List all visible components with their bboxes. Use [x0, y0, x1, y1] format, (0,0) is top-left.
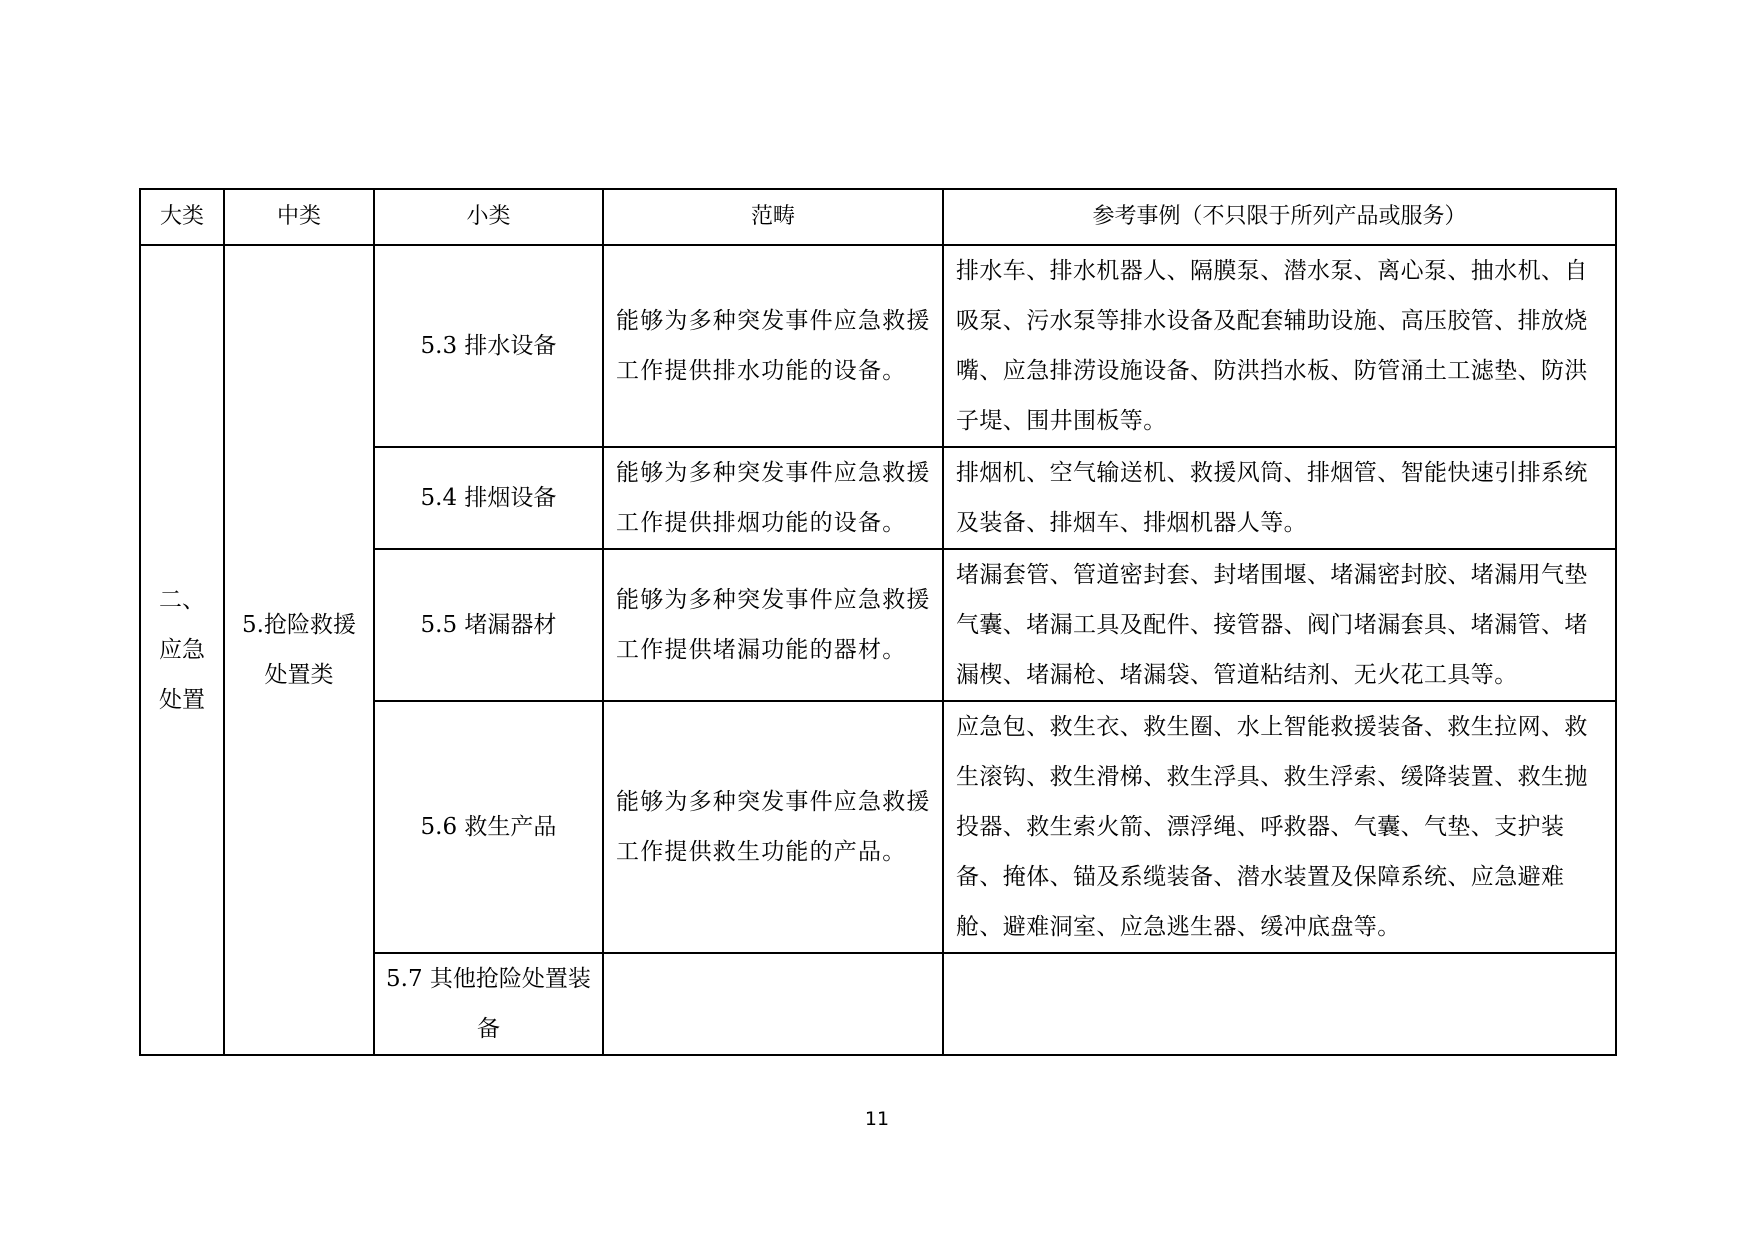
- dalei-cell: [140, 245, 224, 1055]
- dalei-line: 应急: [159, 637, 205, 663]
- xiaolei-cell: 5.5 堵漏器材: [374, 549, 603, 701]
- xiaolei-cell: 5.6 救生产品: [374, 701, 603, 953]
- dalei-line: 处置: [159, 687, 205, 713]
- classification-table: [139, 188, 1617, 1056]
- header-examples: 参考事例（不只限于所列产品或服务）: [943, 189, 1616, 245]
- dalei-line: 二、: [159, 587, 205, 613]
- fanchou-cell: 能够为多种突发事件应急救援工作提供排烟功能的设备。: [603, 447, 943, 549]
- table-header-row: [140, 189, 1616, 245]
- examples-cell: 排水车、排水机器人、隔膜泵、潜水泵、离心泵、抽水机、自吸泵、污水泵等排水设备及配套辅助设施、高压胶管、排放烧嘴、应急排涝设施设备、防洪挡水板、防管涌土工滤垫、防洪子堤、围井围板等。: [943, 245, 1616, 447]
- examples-cell: 排烟机、空气输送机、救援风筒、排烟管、智能快速引排系统及装备、排烟车、排烟机器人等。: [943, 447, 1616, 549]
- header-fanchou: 范畴: [603, 189, 943, 245]
- header-dalei: 大类: [140, 189, 224, 245]
- zhonglei-line: 5.抢险救援: [242, 612, 356, 638]
- xiaolei-cell: 5.3 排水设备: [374, 245, 603, 447]
- fanchou-cell: 能够为多种突发事件应急救援工作提供堵漏功能的器材。: [603, 549, 943, 701]
- fanchou-cell: 能够为多种突发事件应急救援工作提供排水功能的设备。: [603, 245, 943, 447]
- page-number: 11: [864, 1108, 890, 1130]
- xiaolei-cell: 5.7 其他抢险处置装备: [374, 953, 603, 1055]
- xiaolei-cell: 5.4 排烟设备: [374, 447, 603, 549]
- examples-cell: 堵漏套管、管道密封套、封堵围堰、堵漏密封胶、堵漏用气垫气囊、堵漏工具及配件、接管器、阀门堵漏套具、堵漏管、堵漏楔、堵漏枪、堵漏袋、管道粘结剂、无火花工具等。: [943, 549, 1616, 701]
- fanchou-cell: 能够为多种突发事件应急救援工作提供救生功能的产品。: [603, 701, 943, 953]
- header-zhonglei: 中类: [224, 189, 374, 245]
- zhonglei-cell: [224, 245, 374, 1055]
- header-xiaolei: 小类: [374, 189, 603, 245]
- examples-cell: 应急包、救生衣、救生圈、水上智能救援装备、救生拉网、救生滚钩、救生滑梯、救生浮具、救生浮索、缓降装置、救生抛投器、救生索火箭、漂浮绳、呼救器、气囊、气垫、支护装备、掩体、锚及系缆装备、潜水装置及保障系统、应急避难舱、避难洞室、应急逃生器、缓冲底盘等。: [943, 701, 1616, 953]
- table-row: [140, 245, 1616, 447]
- fanchou-cell: [603, 953, 943, 1055]
- examples-cell: [943, 953, 1616, 1055]
- zhonglei-line: 处置类: [264, 662, 334, 688]
